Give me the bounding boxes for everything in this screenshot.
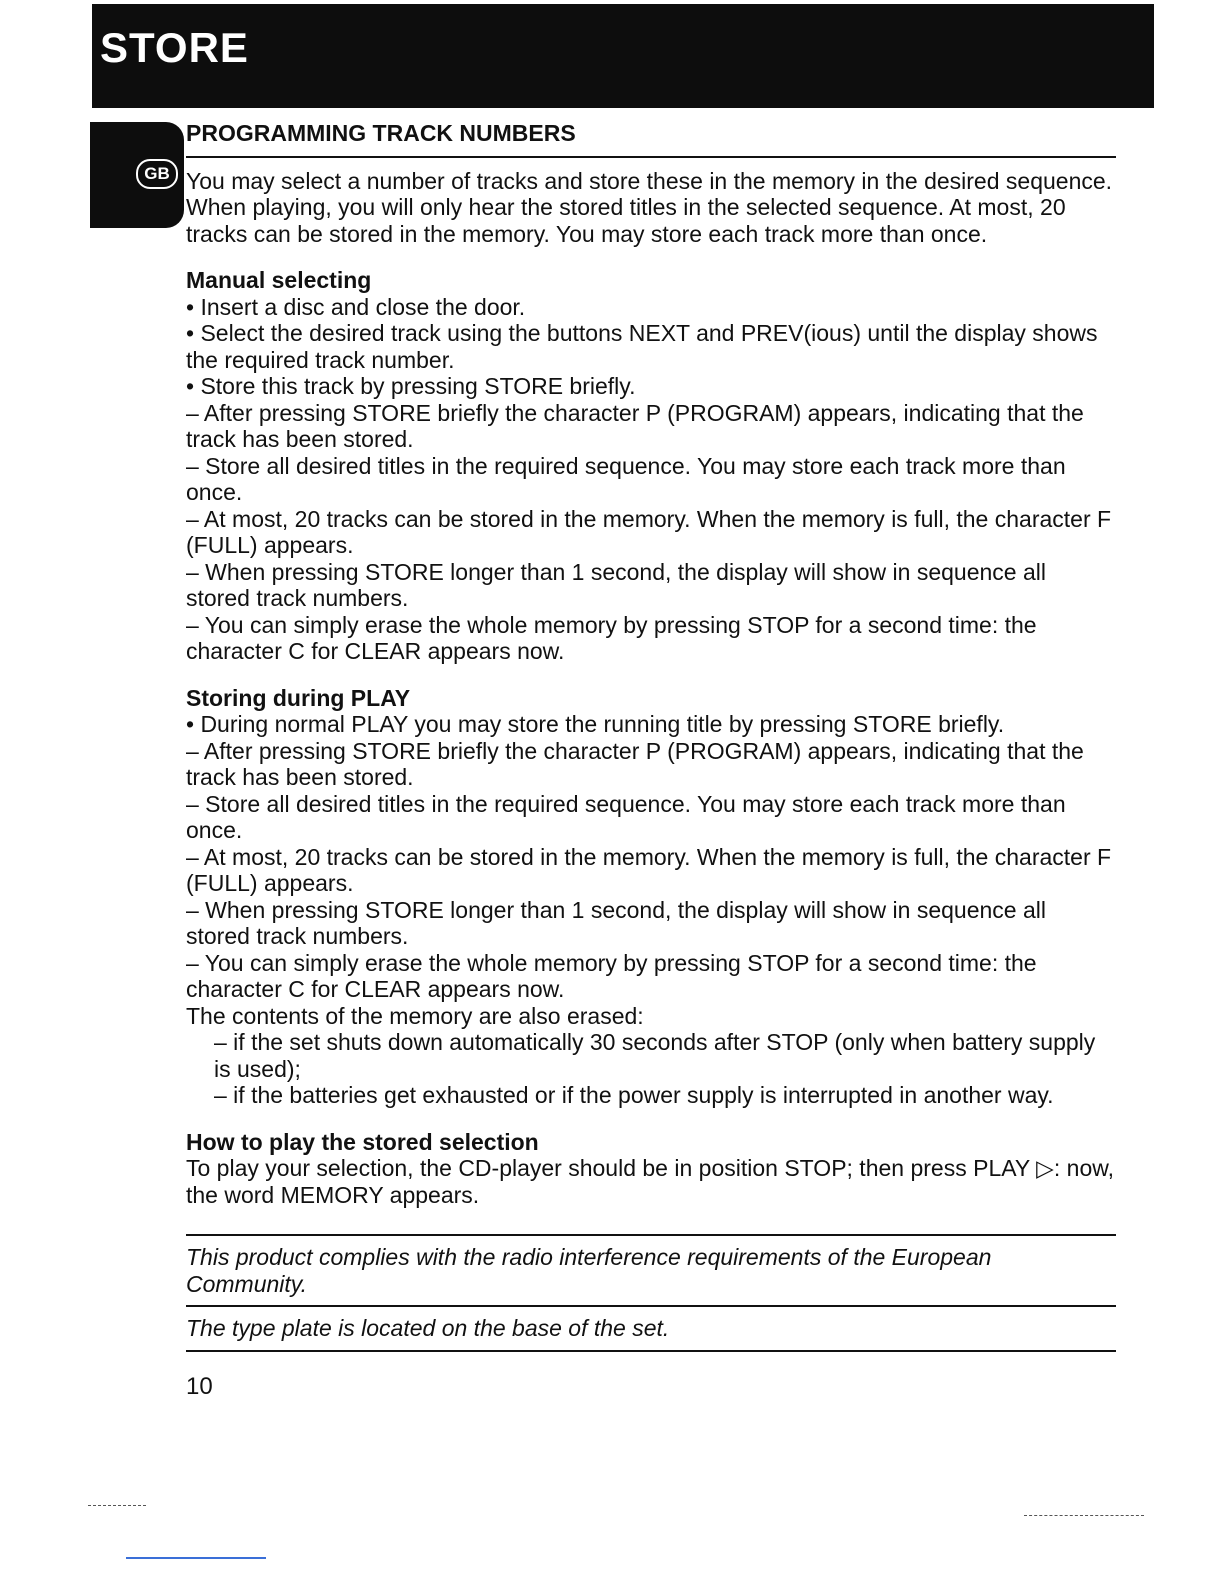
header-bar <box>92 4 1154 108</box>
play-item: • During normal PLAY you may store the running title by pressing STORE briefly. <box>186 711 1005 737</box>
play-item: – You can simply erase the whole memory by pressing STOP for a second time: the character C for CLEAR appears now. <box>186 949 1037 1002</box>
scan-artifact-line <box>1024 1515 1144 1516</box>
intro-paragraph: You may select a number of tracks and store these in the memory in the desired sequence. When playing, you will only hear the stored titles in the selected sequence. At most, 20 tracks can be stored in the memory. You may store each track more than once. <box>186 167 1113 247</box>
play-item: The contents of the memory are also erased: <box>186 1002 644 1029</box>
manual-item: – At most, 20 tracks can be stored in the memory. When the memory is full, the character F (FULL) appears. <box>186 505 1112 558</box>
play-item: – Store all desired titles in the required sequence. You may store each track more than once. <box>186 790 1066 843</box>
howto-paragraph: To play your selection, the CD-player should be in position STOP; then press PLAY ▷: now, the word MEMORY appears. <box>186 1155 1114 1208</box>
page-number: 10 <box>186 1372 213 1400</box>
type-plate-note: The type plate is located on the base of the set. <box>186 1315 670 1341</box>
section-title: PROGRAMMING TRACK NUMBERS <box>186 120 576 146</box>
language-tab <box>90 122 184 228</box>
compliance-note: This product complies with the radio interference requirements of the European Community. <box>186 1244 992 1297</box>
howto-heading: How to play the stored selection <box>186 1128 539 1155</box>
manual-item: – You can simply erase the whole memory by pressing STOP for a second time: the character C for CLEAR appears now. <box>186 611 1037 664</box>
page-title: STORE <box>100 24 249 71</box>
play-subitem: – if the set shuts down automatically 30 seconds after STOP (only when battery supply is used); <box>214 1029 1096 1082</box>
manual-item: – After pressing STORE briefly the character P (PROGRAM) appears, indicating that the track has been stored. <box>186 399 1084 452</box>
manual-item: • Store this track by pressing STORE briefly. <box>186 373 636 399</box>
scan-artifact-blue-line <box>126 1557 266 1559</box>
play-item: – After pressing STORE briefly the character P (PROGRAM) appears, indicating that the track has been stored. <box>186 737 1084 790</box>
play-item: – When pressing STORE longer than 1 second, the display will show in sequence all stored track numbers. <box>186 896 1046 949</box>
play-item: – At most, 20 tracks can be stored in the memory. When the memory is full, the character F (FULL) appears. <box>186 843 1112 896</box>
scan-artifact-line <box>88 1505 146 1506</box>
manual-heading: Manual selecting <box>186 267 372 293</box>
manual-item: • Select the desired track using the buttons NEXT and PREV(ious) until the display shows the required track number. <box>186 320 1098 373</box>
section-divider <box>186 156 1116 158</box>
note-divider <box>186 1305 1116 1307</box>
manual-item: – When pressing STORE longer than 1 second, the display will show in sequence all stored track numbers. <box>186 558 1046 611</box>
play-subitem: – if the batteries get exhausted or if the power supply is interrupted in another way. <box>214 1082 1054 1108</box>
note-divider <box>186 1234 1116 1236</box>
gb-language-badge: GB <box>136 159 178 189</box>
manual-item: • Insert a disc and close the door. <box>186 293 526 320</box>
note-divider <box>186 1350 1116 1352</box>
manual-item: – Store all desired titles in the required sequence. You may store each track more than once. <box>186 452 1066 505</box>
notes-block <box>186 1234 1116 1352</box>
play-heading: Storing during PLAY <box>186 684 411 711</box>
content <box>186 120 1116 1400</box>
